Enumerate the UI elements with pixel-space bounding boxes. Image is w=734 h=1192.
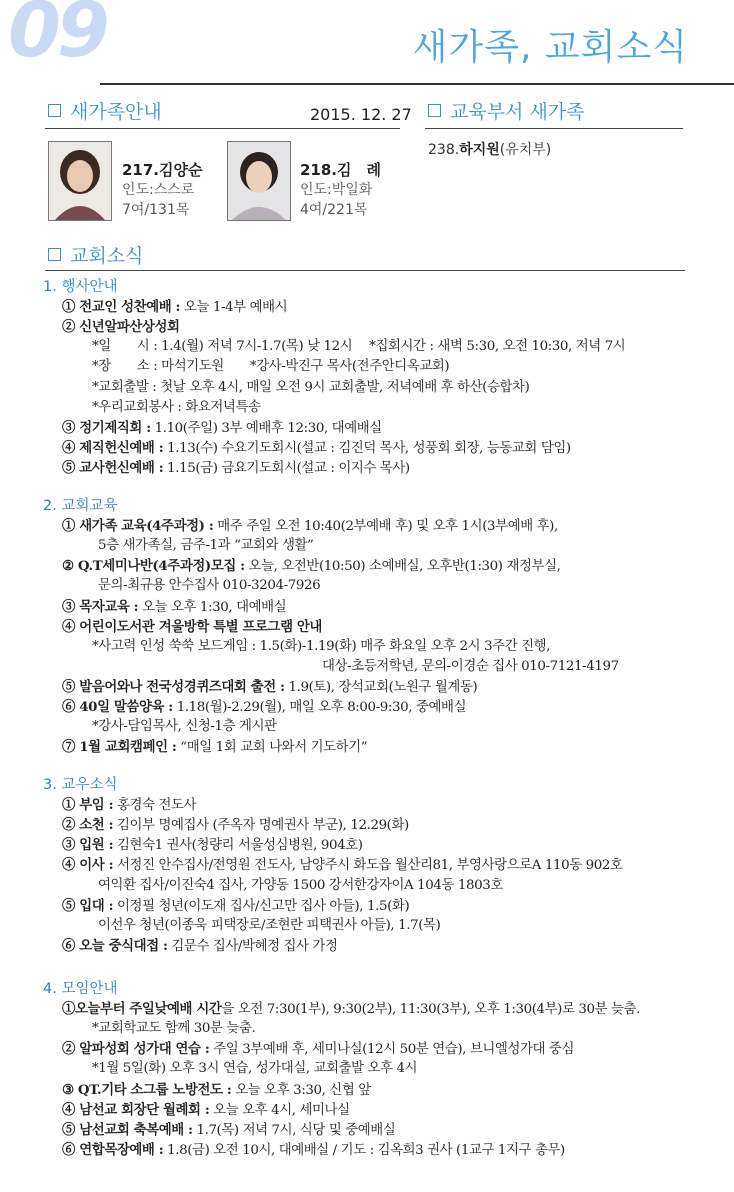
item-detail: 홍경숙 전도사	[113, 798, 197, 814]
entry-dept: (유치부)	[499, 142, 552, 158]
item-detail: 1.18(월)-2.29(월), 매일 오후 8:00-9:30, 중예배실	[172, 700, 467, 715]
item-detail: 김현숙1 권사(청량리 서울성심병원, 904호)	[113, 838, 363, 854]
news-heading: 교회소식	[48, 247, 143, 266]
item-detail: 1.10(주일) 3부 예배후 12:30, 대예배실	[150, 420, 382, 436]
news-line	[62, 458, 410, 479]
education-heading: 교육부서 새가족	[428, 103, 585, 122]
item-detail: *교회출발 : 첫날 오후 4시, 매일 오전 9시 교회출발, 저녁예배 후 하산(승합차)	[92, 379, 530, 395]
item-heading: ⑤ 입대 :	[62, 897, 114, 914]
item-detail: 1.13(수) 수요기도회시(설교 : 김진덕 목사, 성풍회 회장, 능동교회 담임)	[163, 440, 571, 456]
news-line	[62, 1120, 395, 1141]
item-detail: 문의-최규용 안수집사 010-3204-7926	[98, 578, 321, 594]
item-heading: ⑤ 남선교회 축복예배 :	[62, 1121, 193, 1138]
news-line	[92, 1059, 417, 1079]
news-line	[62, 1100, 350, 1121]
item-heading: ⑤ 교사헌신예배 :	[62, 459, 164, 476]
member-guide: 인도:박일화	[300, 182, 373, 198]
item-detail: 이선우 청년(이종욱 피택장로/조현란 피택권사 아들), 1.7(목)	[98, 917, 441, 933]
member-info	[122, 160, 202, 220]
news-line	[62, 795, 196, 816]
news-line	[62, 317, 180, 338]
item-heading: ① 전교인 성찬예배 :	[62, 299, 181, 316]
member-photo	[227, 141, 291, 221]
member-info	[300, 160, 381, 220]
item-heading: ② 신년알파산상성회	[62, 319, 180, 336]
news-line	[92, 378, 529, 398]
item-heading: ④ 이사 :	[62, 857, 114, 874]
newcomers-heading: 새가족안내	[48, 103, 162, 122]
news-line	[322, 657, 619, 677]
item-heading: ③ QT.기타 소그룹 노방전도 :	[62, 1081, 232, 1098]
item-detail: “매일 1회 교회 나와서 기도하기”	[176, 740, 368, 756]
item-heading: ⑥ 연합목장예배 :	[62, 1141, 164, 1158]
item-heading: ② 알파성회 성가대 연습 :	[62, 1041, 210, 1058]
item-heading: ④ 어린이도서관 겨울방학 특별 프로그램 안내	[62, 618, 322, 635]
title-divider	[100, 83, 734, 85]
item-heading: ① 새가족 교육(4주과정) :	[62, 518, 214, 535]
news-line	[62, 516, 558, 537]
item-detail: 김이부 명예집사 (주옥자 명예권사 부군), 12.29(화)	[113, 818, 409, 834]
item-detail: 오늘, 오전반(10:50) 소예배실, 오후반(1:30) 재정부실,	[244, 559, 561, 575]
news-line	[62, 737, 367, 758]
news-line	[98, 876, 503, 896]
news-line	[98, 576, 320, 596]
news-line	[62, 617, 322, 638]
item-heading: ② 소천 :	[62, 817, 114, 834]
category-title: 3. 교우소식	[43, 777, 118, 793]
news-line	[62, 1039, 574, 1060]
news-line	[62, 556, 560, 577]
member-guide: 인도:스스로	[122, 182, 195, 198]
news-line	[62, 855, 623, 876]
news-line	[92, 357, 449, 377]
item-heading: ⑥ 40일 말씀양육 :	[62, 699, 173, 715]
item-detail: 1.7(목) 저녁 7시, 식당 및 중예배실	[192, 1122, 396, 1138]
news-line	[62, 936, 338, 957]
news-line	[62, 896, 409, 917]
item-heading: ④ 남선교 회장단 월례회 :	[62, 1101, 210, 1118]
news-line	[62, 677, 477, 698]
category-title: 1. 행사안내	[43, 279, 118, 295]
item-detail: 이정필 청년(이도재 집사/신고만 집사 아들), 1.5(화)	[113, 898, 410, 914]
news-line	[62, 297, 287, 318]
news-line	[62, 1140, 565, 1161]
news-line	[98, 916, 440, 936]
item-detail: 1.15(금) 금요기도회시(설교 : 이지수 목사)	[163, 460, 410, 476]
item-detail: 매주 주일 오전 10:40(2부예배 후) 및 오후 1시(3부예배 후),	[213, 519, 558, 535]
page-title: 새가족, 교회소식	[412, 27, 688, 68]
item-heading: ② Q.T세미나반(4주과정)모집 :	[62, 558, 245, 575]
item-heading: ⑦ 1월 교회캠페인 :	[62, 739, 177, 756]
member-photo	[48, 141, 112, 221]
item-heading: ③ 목자교육 :	[62, 598, 139, 615]
item-detail: *일 시 : 1.4(월) 저녁 7시-1.7(목) 낮 12시 *집회시간 : 새벽 5:30, 오전 10:30, 저녁 7시	[92, 339, 626, 355]
item-detail: *사고력 인성 쑥쑥 보드게임 : 1.5(화)-1.19(화) 매주 화요일 오후 2시 3주간 진행,	[92, 638, 551, 654]
item-detail: *강사-담임목사, 신청-1층 게시판	[92, 719, 277, 735]
item-detail: *장 소 : 마석기도원 *강사-박진구 목사(전주안디옥교회)	[92, 359, 450, 375]
news-line	[62, 438, 571, 459]
category-title: 4. 모임안내	[43, 981, 118, 997]
news-line	[62, 418, 382, 439]
item-detail: *1월 5일(화) 오후 3시 연습, 성가대실, 교회출발 오후 4시	[92, 1061, 418, 1077]
entry-number: 238.	[428, 142, 460, 158]
entry-name: 하지원	[459, 142, 500, 158]
square-bullet-icon	[48, 104, 61, 117]
news-line	[98, 536, 314, 556]
news-line	[62, 697, 466, 718]
item-detail: 5층 새가족실, 금주-1과 “교회와 생활”	[98, 538, 314, 554]
item-heading: ⑥ 오늘 중식대접 :	[62, 937, 168, 954]
news-line	[62, 1080, 371, 1101]
education-entry	[428, 139, 551, 159]
item-heading: ⑤ 발음어와나 전국성경퀴즈대회 출전 :	[62, 678, 285, 695]
portrait-image	[49, 142, 111, 220]
news-divider	[45, 270, 685, 271]
item-detail: 서정진 안수집사/전영원 전도사, 남양주시 화도읍 월산리81, 부영사랑으로A 110동 902호	[113, 858, 623, 874]
item-heading: ③ 정기제직회 :	[62, 419, 151, 436]
item-detail: 을 오전 7:30(1부), 9:30(2부), 11:30(3부), 오후 1:30(4부)로 30분 늦춤.	[221, 1002, 640, 1018]
item-detail: 오늘 1-4부 예배시	[180, 300, 288, 316]
item-detail: 오늘 오후 1:30, 대예배실	[138, 599, 287, 615]
news-line	[62, 999, 640, 1020]
newcomers-date: 2015. 12. 27	[310, 105, 412, 124]
item-detail: 여익환 집사/이진숙4 집사, 가양동 1500 강서한강자이A 104동 1803호	[98, 877, 503, 893]
member-district: 7여/131목	[122, 202, 190, 218]
item-detail: 1.8(금) 오전 10시, 대예배실 / 기도 : 김옥희3 권사 (1교구 1지구 총무)	[163, 1142, 565, 1158]
item-heading: ③ 입원 :	[62, 837, 114, 854]
item-detail: 1.9(토), 장석교회(노원구 월계동)	[284, 679, 478, 695]
news-line	[92, 398, 261, 418]
category-title: 2. 교회교육	[43, 498, 118, 514]
news-line	[62, 815, 409, 836]
news-line	[62, 597, 286, 618]
square-bullet-icon	[48, 248, 61, 261]
square-bullet-icon	[428, 104, 441, 117]
item-detail: 오늘 오후 4시, 세미나실	[209, 1102, 350, 1118]
item-detail: *우리교회봉사 : 화요저녁특송	[92, 399, 261, 415]
portrait-image	[228, 142, 290, 220]
education-divider	[425, 128, 683, 129]
item-detail: 김문수 집사/박혜정 집사 가정	[167, 938, 338, 954]
newcomers-divider	[45, 128, 400, 129]
member-name: 218.김 례	[300, 161, 381, 179]
item-heading: ① 부임 :	[62, 797, 114, 814]
member-district: 4여/221목	[300, 202, 368, 218]
item-detail: 오늘 오후 3:30, 신협 앞	[231, 1082, 371, 1098]
item-heading: ①오늘부터 주일낮예배 시간	[62, 1001, 222, 1018]
item-heading: ④ 제직헌신예배 :	[62, 439, 164, 456]
item-detail: 주일 3부예배 후, 세미나실(12시 50분 연습), 브니엘성가대 중심	[209, 1042, 574, 1058]
news-line	[92, 717, 277, 737]
news-line	[92, 1019, 255, 1039]
news-line	[92, 637, 550, 657]
news-line	[62, 835, 363, 856]
member-name: 217.김양순	[122, 161, 203, 179]
item-detail: *교회학교도 함께 30분 늦춤.	[92, 1021, 256, 1037]
page-number: 09	[8, 0, 106, 74]
news-line	[92, 337, 625, 357]
item-detail: 대상-초등저학년, 문의-이경순 집사 010-7121-4197	[322, 658, 619, 674]
